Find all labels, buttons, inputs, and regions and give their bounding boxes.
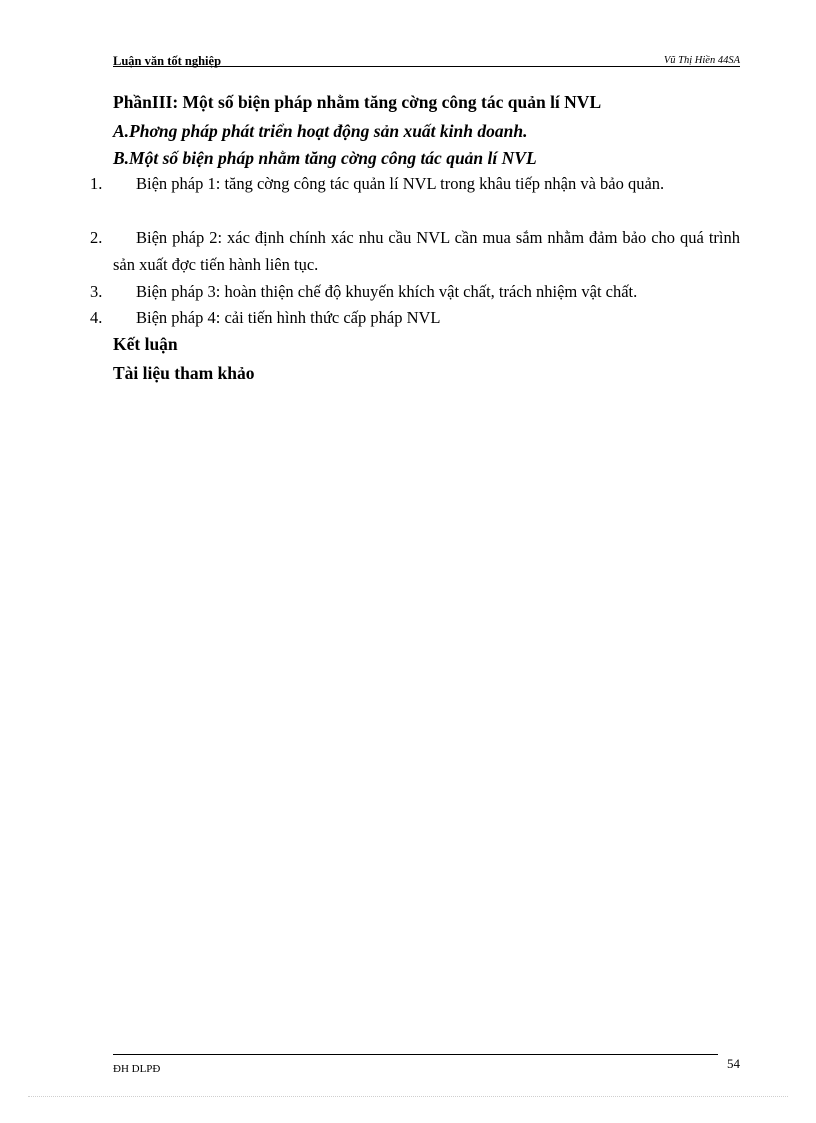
header-author: Vũ Thị Hiền 44SA: [663, 55, 740, 66]
list-text: Biện pháp 4: cải tiến hình thức cấp pháp NVL: [136, 308, 441, 327]
list-text: Biện pháp 3: hoàn thiện chế độ khuyến khích vật chất, trách nhiệm vật chất.: [136, 282, 638, 301]
section-b-heading: B.Một số biện pháp nhằm tăng cờng công tác quản lí NVL: [113, 148, 537, 168]
header-divider: [113, 66, 740, 67]
conclusion-heading: Kết luận: [113, 334, 178, 354]
footer-institution: ĐH DLPĐ: [113, 1063, 161, 1075]
list-number: 1.: [90, 174, 103, 193]
page-edge-dots: [28, 1096, 788, 1097]
list-text: Biện pháp 1: tăng cờng công tác quản lí NVL trong khâu tiếp nhận và bảo quản.: [136, 174, 665, 193]
page-number: 54: [727, 1056, 740, 1071]
references-heading: Tài liệu tham khảo: [113, 363, 255, 383]
header-title: Luận văn tốt nghiệp: [113, 54, 222, 68]
list-text: Biện pháp 2: xác định chính xác nhu cầu NVL cần mua sắm nhằm đảm bảo cho quá trình sản xuất đợc tiến hành liên tục.: [113, 228, 740, 274]
footer-divider: [113, 1054, 718, 1055]
list-number: 2.: [90, 228, 103, 247]
part-heading: PhầnIII: Một số biện pháp nhằm tăng cờng công tác quản lí NVL: [113, 92, 602, 112]
list-number: 3.: [90, 282, 103, 301]
list-number: 4.: [90, 308, 103, 327]
section-a-heading: A.Phơng pháp phát triển hoạt động sản xuất kinh doanh.: [113, 121, 528, 141]
